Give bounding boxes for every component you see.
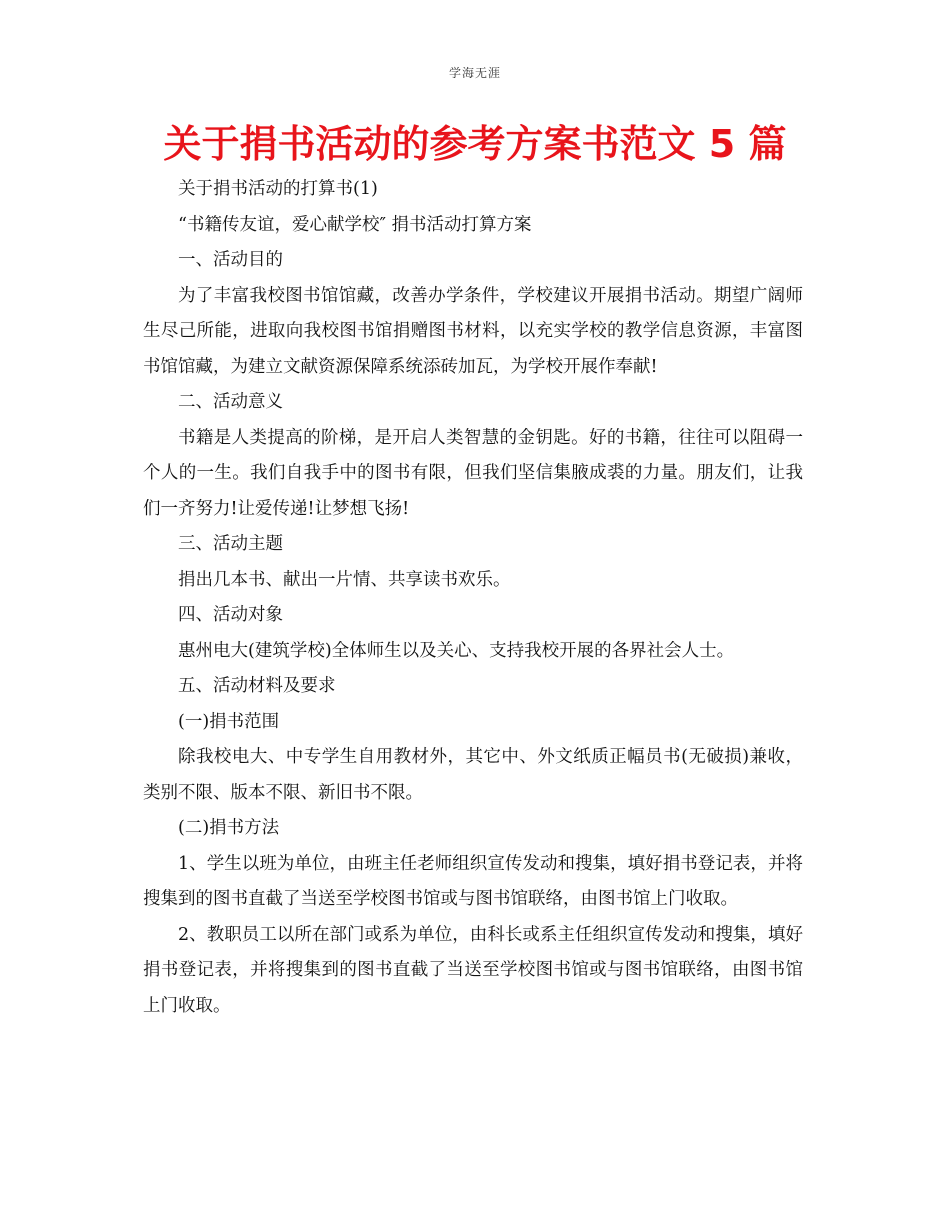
subsection-heading-method: (二)捐书方法 xyxy=(178,818,280,838)
paragraph-plan-name: “书籍传友谊，爱心献学校″ 捐书活动打算方案 xyxy=(178,214,532,235)
document-body xyxy=(143,172,803,1024)
paragraph-method-students: 1、学生以班为单位，由班主任老师组织宣传发动和搜集，填好捐书登记表，并将搜集到的图书直截了当送至学校图书馆或与图书馆联络，由图书馆上门收取。 xyxy=(143,853,803,909)
header-watermark: 学海无涯 xyxy=(448,66,501,80)
paragraph-subtitle: 关于捐书活动的打算书(1) xyxy=(178,179,378,199)
paragraph-scope: 除我校电大、中专学生自用教材外，其它中、外文纸质正幅员书(无破损)兼收，类别不限、版本不限、新旧书不限。 xyxy=(143,747,803,803)
subsection-heading-scope: (一)捐书范围 xyxy=(178,711,280,732)
document-title: 关于捐书活动的参考方案书范文 5 篇 xyxy=(163,122,787,166)
paragraph-audience: 惠州电大(建筑学校)全体师生以及关心、支持我校开展的各界社会人士。 xyxy=(178,640,735,661)
section-heading-theme: 三、活动主题 xyxy=(178,534,283,554)
paragraph-method-staff: 2、教职员工以所在部门或系为单位，由科长或系主任组织宣传发动和搜集，填好捐书登记表，并将搜集到的图书直截了当送至学校图书馆或与图书馆联络，由图书馆上门收取。 xyxy=(143,924,803,1016)
paragraph-significance: 书籍是人类提高的阶梯，是开启人类智慧的金钥匙。好的书籍，往往可以阻碍一个人的一生。我们自我手中的图书有限，但我们坚信集腋成裘的力量。朋友们，让我们一齐努力!让爱传递!让梦想飞扬! xyxy=(143,427,803,519)
section-heading-audience: 四、活动对象 xyxy=(178,605,283,625)
paragraph-purpose: 为了丰富我校图书馆馆藏，改善办学条件，学校建议开展捐书活动。期望广阔师生尽己所能，进取向我校图书馆捐赠图书材料，以充实学校的教学信息资源，丰富图书馆馆藏，为建立文献资源保障系统添砖加瓦，为学校开展作奉献! xyxy=(143,285,803,377)
section-heading-significance: 二、活动意义 xyxy=(178,392,283,412)
section-heading-purpose: 一、活动目的 xyxy=(178,250,283,270)
section-heading-materials: 五、活动材料及要求 xyxy=(178,676,336,696)
paragraph-theme: 捐出几本书、献出一片情、共享读书欢乐。 xyxy=(178,569,511,590)
